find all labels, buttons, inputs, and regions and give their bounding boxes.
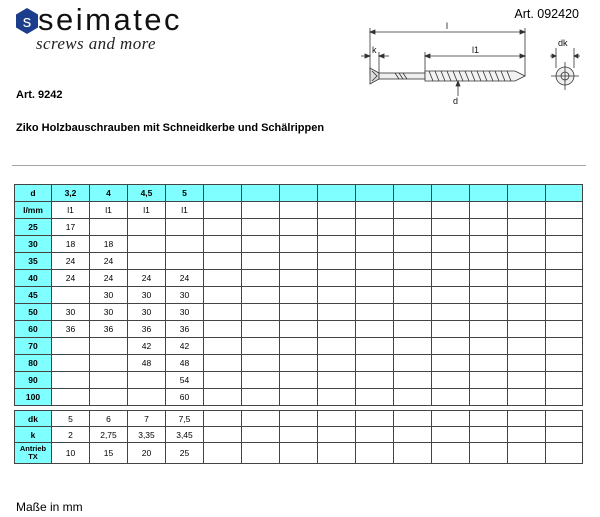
table-cell: l1: [128, 202, 166, 219]
table-cell: [356, 443, 394, 464]
table-cell: 24: [128, 270, 166, 287]
table-cell: [280, 236, 318, 253]
table-cell: [356, 372, 394, 389]
table-cell: [432, 338, 470, 355]
table-cell: [280, 355, 318, 372]
table-cell: 48: [166, 355, 204, 372]
table-cell: 42: [166, 338, 204, 355]
table-cell: [52, 355, 90, 372]
article-number-top: Art. 092420: [514, 7, 579, 21]
table-cell: [204, 202, 242, 219]
table-cell: [204, 411, 242, 427]
table-cell: [204, 338, 242, 355]
drawing-label-d: d: [453, 96, 459, 106]
table-cell: [318, 372, 356, 389]
table-cell: [546, 202, 583, 219]
table-cell: [546, 443, 583, 464]
table-row: [15, 338, 583, 355]
table-cell: [242, 321, 280, 338]
table-cell: [318, 253, 356, 270]
table-cell: [356, 427, 394, 443]
row-label-cell: l/mm: [15, 202, 52, 219]
screw-drawing-icon: [355, 18, 585, 110]
table-cell: 15: [90, 443, 128, 464]
table-cell: [242, 304, 280, 321]
table-cell: [318, 443, 356, 464]
spec-row: [15, 427, 583, 443]
table-cell: [432, 443, 470, 464]
table-cell: [508, 443, 546, 464]
table-cell: [546, 304, 583, 321]
table-cell: [432, 219, 470, 236]
table-cell: [204, 304, 242, 321]
table-cell: [356, 253, 394, 270]
table-cell: [356, 287, 394, 304]
table-cell: [204, 372, 242, 389]
table-cell: [242, 411, 280, 427]
table-cell: [470, 236, 508, 253]
table-cell: [432, 427, 470, 443]
table-cell: [356, 338, 394, 355]
table-cell: [546, 389, 583, 406]
table-cell: 24: [52, 253, 90, 270]
table-cell: [204, 270, 242, 287]
table-cell: [204, 321, 242, 338]
table-header-row: [15, 185, 583, 202]
table-cell: [318, 321, 356, 338]
table-row: [15, 389, 583, 406]
row-label-cell: 35: [15, 253, 52, 270]
spec-row: [15, 443, 583, 464]
table-cell: 2: [52, 427, 90, 443]
table-cell: [204, 219, 242, 236]
table-cell: 30: [128, 304, 166, 321]
table-cell: [280, 287, 318, 304]
table-cell: [432, 202, 470, 219]
table-cell: [470, 411, 508, 427]
svg-text:s: s: [22, 12, 32, 31]
table-cell: [242, 338, 280, 355]
table-cell: [508, 338, 546, 355]
spec-row: [15, 411, 583, 427]
table-cell: [546, 321, 583, 338]
table-cell: [242, 287, 280, 304]
row-label-cell: 60: [15, 321, 52, 338]
table-cell: [204, 287, 242, 304]
table-cell: [394, 338, 432, 355]
table-cell: [508, 304, 546, 321]
article-number: Art. 9242: [16, 89, 63, 101]
table-cell: [128, 236, 166, 253]
table-row: [15, 253, 583, 270]
table-cell: 4,5: [128, 185, 166, 202]
table-cell: [280, 304, 318, 321]
table-row: [15, 270, 583, 287]
table-cell: [470, 321, 508, 338]
table-cell: [546, 236, 583, 253]
table-cell: [242, 253, 280, 270]
brand-name: seimatec: [38, 2, 183, 37]
table-cell: [242, 219, 280, 236]
table-cell: 30: [128, 287, 166, 304]
table-cell: [394, 202, 432, 219]
table-cell: 24: [166, 270, 204, 287]
table-cell: 3,35: [128, 427, 166, 443]
row-label-cell: 40: [15, 270, 52, 287]
table-cell: [318, 355, 356, 372]
table-cell: 36: [52, 321, 90, 338]
dimension-table: [14, 184, 583, 406]
table-cell: [470, 219, 508, 236]
table-row: [15, 355, 583, 372]
table-cell: [318, 411, 356, 427]
table-cell: [280, 185, 318, 202]
table-cell: [90, 338, 128, 355]
table-cell: [470, 427, 508, 443]
table-cell: l1: [52, 202, 90, 219]
table-cell: [242, 372, 280, 389]
row-label-cell: dk: [15, 411, 52, 427]
table-cell: [280, 253, 318, 270]
table-cell: 36: [90, 321, 128, 338]
table-cell: [508, 372, 546, 389]
table-cell: [280, 219, 318, 236]
table-cell: [394, 253, 432, 270]
table-cell: 7,5: [166, 411, 204, 427]
table-cell: [432, 389, 470, 406]
row-label-cell: 45: [15, 287, 52, 304]
table-cell: [242, 185, 280, 202]
table-cell: [432, 270, 470, 287]
row-label-cell: d: [15, 185, 52, 202]
table-cell: [394, 443, 432, 464]
table-cell: [242, 355, 280, 372]
table-cell: [318, 219, 356, 236]
table-cell: [242, 270, 280, 287]
table-cell: l1: [166, 202, 204, 219]
row-label-cell: 30: [15, 236, 52, 253]
table-cell: [166, 219, 204, 236]
row-label-cell: 50: [15, 304, 52, 321]
table-cell: [280, 389, 318, 406]
table-cell: [394, 389, 432, 406]
table-cell: [318, 270, 356, 287]
table-cell: [470, 389, 508, 406]
table-subheader-row: [15, 202, 583, 219]
table-cell: [52, 372, 90, 389]
table-cell: 20: [128, 443, 166, 464]
table-cell: 60: [166, 389, 204, 406]
table-cell: [356, 411, 394, 427]
table-cell: [546, 287, 583, 304]
table-cell: [318, 338, 356, 355]
table-cell: [204, 427, 242, 443]
table-cell: [394, 304, 432, 321]
table-cell: [508, 411, 546, 427]
row-label-cell: Antrieb TX: [15, 443, 52, 464]
table-cell: [394, 287, 432, 304]
brand-tagline: screws and more: [36, 34, 156, 53]
table-cell: [242, 236, 280, 253]
table-cell: 3,45: [166, 427, 204, 443]
table-cell: [432, 253, 470, 270]
row-label-cell: 90: [15, 372, 52, 389]
table-row: [15, 372, 583, 389]
drawing-label-l1: l1: [472, 45, 480, 55]
table-cell: 7: [128, 411, 166, 427]
table-row: [15, 219, 583, 236]
table-cell: [470, 287, 508, 304]
table-cell: 3,2: [52, 185, 90, 202]
table-cell: [280, 338, 318, 355]
table-cell: [432, 304, 470, 321]
table-cell: [90, 355, 128, 372]
table-cell: [394, 185, 432, 202]
table-cell: [52, 389, 90, 406]
table-cell: [242, 443, 280, 464]
table-cell: [166, 236, 204, 253]
table-cell: [394, 411, 432, 427]
table-cell: 30: [90, 304, 128, 321]
table-cell: [280, 270, 318, 287]
table-cell: [432, 372, 470, 389]
table-cell: [318, 304, 356, 321]
row-label-cell: 80: [15, 355, 52, 372]
table-cell: [432, 287, 470, 304]
table-row: [15, 236, 583, 253]
table-cell: [508, 321, 546, 338]
table-cell: [356, 185, 394, 202]
table-cell: 25: [166, 443, 204, 464]
table-cell: [204, 355, 242, 372]
table-cell: [508, 202, 546, 219]
table-cell: [204, 389, 242, 406]
table-cell: [508, 355, 546, 372]
brand-logo: [14, 4, 204, 36]
table-cell: 5: [166, 185, 204, 202]
table-cell: [546, 372, 583, 389]
table-cell: [242, 427, 280, 443]
table-cell: [394, 355, 432, 372]
table-cell: 30: [166, 287, 204, 304]
table-cell: 6: [90, 411, 128, 427]
table-cell: [318, 427, 356, 443]
table-cell: [204, 236, 242, 253]
table-cell: [546, 219, 583, 236]
table-cell: [470, 185, 508, 202]
table-cell: l1: [90, 202, 128, 219]
table-cell: [318, 185, 356, 202]
table-cell: [356, 389, 394, 406]
table-cell: [508, 389, 546, 406]
table-cell: [128, 372, 166, 389]
table-cell: [508, 427, 546, 443]
units-note: Maße in mm: [16, 500, 83, 514]
table-cell: [546, 427, 583, 443]
drawing-label-dk: dk: [558, 38, 568, 48]
table-cell: [394, 321, 432, 338]
table-cell: [470, 338, 508, 355]
row-label-cell: 25: [15, 219, 52, 236]
table-cell: [128, 389, 166, 406]
table-cell: [90, 372, 128, 389]
table-cell: [470, 202, 508, 219]
table-cell: [356, 202, 394, 219]
table-cell: [508, 236, 546, 253]
table-cell: [432, 355, 470, 372]
table-row: [15, 287, 583, 304]
table-cell: [356, 321, 394, 338]
table-cell: [52, 338, 90, 355]
drawing-label-k: k: [372, 45, 377, 55]
table-cell: [394, 236, 432, 253]
table-cell: [356, 304, 394, 321]
table-cell: 30: [166, 304, 204, 321]
table-cell: [508, 253, 546, 270]
table-cell: 36: [128, 321, 166, 338]
table-cell: 2,75: [90, 427, 128, 443]
row-label-cell: 70: [15, 338, 52, 355]
table-cell: [470, 253, 508, 270]
table-cell: [508, 287, 546, 304]
table-cell: [508, 185, 546, 202]
table-cell: [90, 219, 128, 236]
table-cell: 42: [128, 338, 166, 355]
table-cell: [394, 270, 432, 287]
table-cell: 5: [52, 411, 90, 427]
table-cell: [546, 185, 583, 202]
table-cell: [394, 219, 432, 236]
table-cell: [280, 321, 318, 338]
table-cell: [52, 287, 90, 304]
table-cell: [356, 270, 394, 287]
table-cell: [280, 411, 318, 427]
table-cell: [394, 427, 432, 443]
table-cell: 24: [90, 270, 128, 287]
table-cell: [204, 443, 242, 464]
table-cell: [432, 185, 470, 202]
table-cell: 18: [52, 236, 90, 253]
table-cell: [204, 185, 242, 202]
logo-hexagon-icon: [14, 7, 40, 35]
table-cell: 10: [52, 443, 90, 464]
drawing-label-l: l: [446, 21, 448, 31]
table-cell: [508, 270, 546, 287]
table-cell: [280, 443, 318, 464]
table-cell: [470, 355, 508, 372]
table-cell: [432, 411, 470, 427]
table-cell: 54: [166, 372, 204, 389]
spec-table: [14, 410, 583, 464]
table-cell: [356, 355, 394, 372]
table-cell: [432, 236, 470, 253]
table-cell: [318, 287, 356, 304]
table-cell: [204, 253, 242, 270]
table-cell: [470, 270, 508, 287]
table-row: [15, 321, 583, 338]
table-cell: [280, 372, 318, 389]
table-cell: [546, 355, 583, 372]
table-cell: 24: [52, 270, 90, 287]
table-cell: [356, 236, 394, 253]
table-cell: [318, 236, 356, 253]
table-cell: [508, 219, 546, 236]
table-cell: [280, 427, 318, 443]
product-title: Ziko Holzbauschrauben mit Schneidkerbe und Schälrippen: [16, 122, 325, 134]
table-row: [15, 304, 583, 321]
table-cell: [242, 389, 280, 406]
table-cell: [128, 219, 166, 236]
table-cell: [280, 202, 318, 219]
table-cell: [432, 321, 470, 338]
table-cell: [318, 202, 356, 219]
table-cell: 30: [90, 287, 128, 304]
table-cell: 4: [90, 185, 128, 202]
table-cell: [470, 304, 508, 321]
table-cell: 18: [90, 236, 128, 253]
table-cell: 17: [52, 219, 90, 236]
table-cell: [90, 389, 128, 406]
table-cell: 30: [52, 304, 90, 321]
table-cell: [546, 338, 583, 355]
table-cell: [394, 372, 432, 389]
row-label-cell: 100: [15, 389, 52, 406]
table-cell: 24: [90, 253, 128, 270]
table-cell: [546, 270, 583, 287]
table-cell: [242, 202, 280, 219]
table-cell: 36: [166, 321, 204, 338]
row-label-cell: k: [15, 427, 52, 443]
table-cell: [318, 389, 356, 406]
table-cell: [546, 253, 583, 270]
table-cell: [546, 411, 583, 427]
divider: [12, 165, 586, 166]
table-cell: [128, 253, 166, 270]
table-cell: [470, 372, 508, 389]
table-cell: [166, 253, 204, 270]
table-cell: [356, 219, 394, 236]
table-cell: 48: [128, 355, 166, 372]
table-cell: [470, 443, 508, 464]
